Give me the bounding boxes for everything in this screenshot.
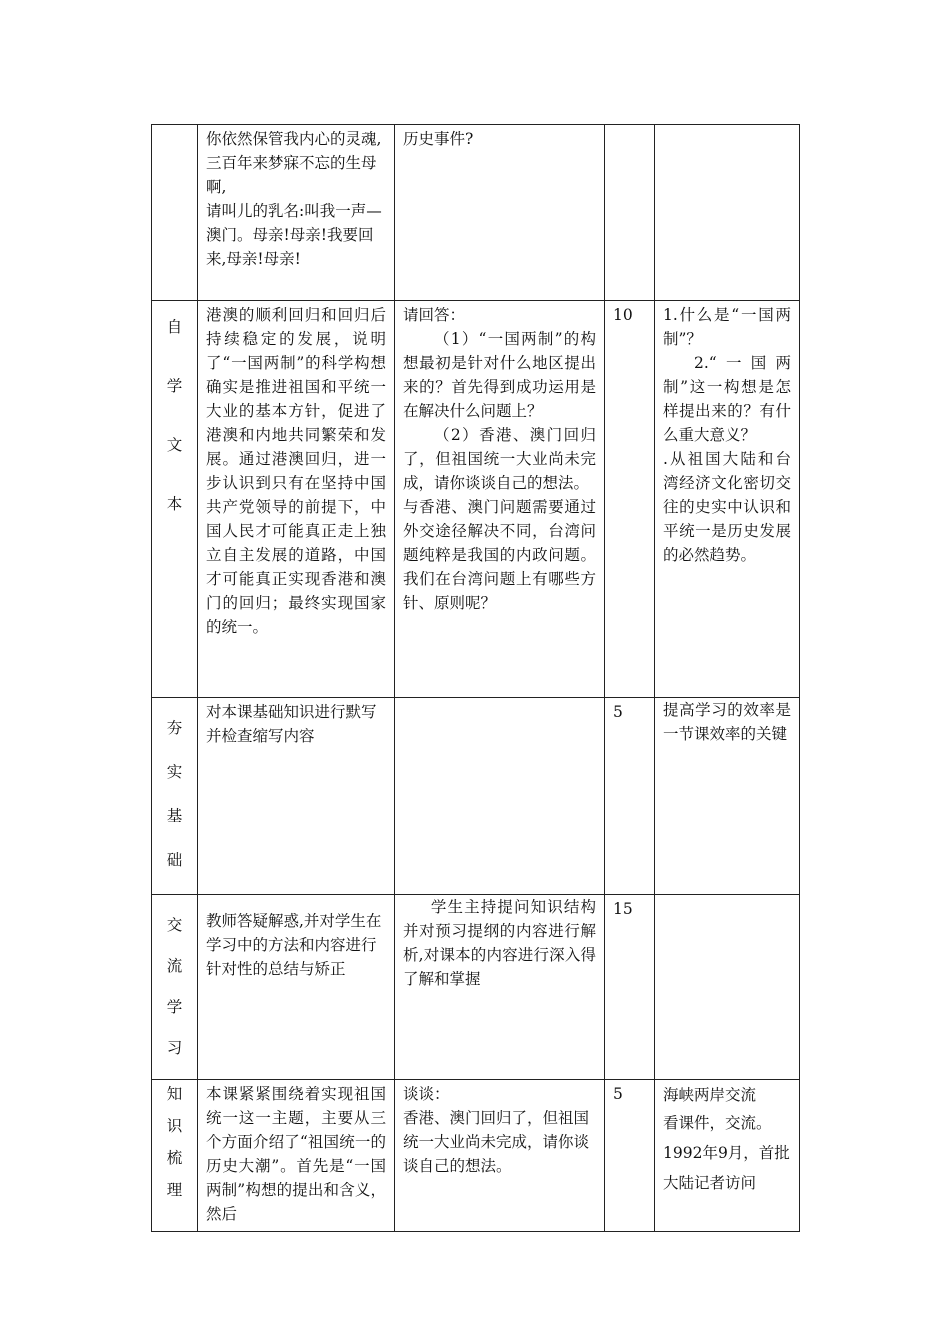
intent-text: 1.什么是“一国两制”？ bbox=[663, 306, 791, 348]
activity-question: （2）香港、澳门回归了，但祖国统一大业尚未完成，请你谈谈自己的想法。 bbox=[403, 426, 596, 492]
stage-label-char: 学 bbox=[166, 377, 183, 395]
content-text: 港澳的顺利回归和回归后持续稳定的发展，说明了“一国两制”的科学构想确实是推进祖国和平统一大业的基本方针，促进了港澳和内地共同繁荣和发展。通过港澳回归，进一步认识到只有在坚持中国共产党领导的前提下，中国人民才可能真正走上独立自主发展的道路，中国才可能真正实现香港和澳门的回归；最终实现国家的统一。 bbox=[206, 306, 386, 636]
design-intent-cell bbox=[655, 125, 800, 301]
stage-label-char: 理 bbox=[166, 1181, 183, 1199]
student-activity-cell bbox=[395, 301, 605, 698]
stage-label-char: 自 bbox=[166, 318, 183, 336]
teacher-content-cell bbox=[198, 1080, 395, 1232]
teacher-content-cell bbox=[198, 895, 395, 1080]
activity-text: 与香港、澳门问题需要通过外交途径解决不同，台湾问题纯粹是我国的内政问题。我们在台湾问题上有哪些方针、原则呢？ bbox=[403, 498, 596, 612]
teacher-content-cell bbox=[198, 301, 395, 698]
intent-text: 看课件，交流。 bbox=[663, 1114, 772, 1132]
time-cell bbox=[605, 125, 655, 301]
stage-label-cell bbox=[152, 895, 198, 1080]
time-cell: 10 bbox=[605, 301, 655, 698]
content-text: 对本课基础知识进行默写并检查缩写内容 bbox=[206, 703, 377, 745]
table-row bbox=[152, 698, 800, 895]
table-row bbox=[152, 125, 800, 301]
stage-label-char: 识 bbox=[166, 1117, 183, 1135]
stage-label-char: 梳 bbox=[166, 1149, 183, 1167]
table-row bbox=[152, 895, 800, 1080]
stage-label-cell bbox=[152, 301, 198, 698]
lesson-plan-table bbox=[151, 124, 800, 1232]
poem-line: 你依然保管我内心的灵魂, bbox=[206, 130, 382, 148]
student-activity-cell bbox=[395, 698, 605, 895]
intent-text: 1992年9月，首批大陆记者访问 bbox=[663, 1144, 790, 1192]
student-activity-cell bbox=[395, 1080, 605, 1232]
time-cell: 5 bbox=[605, 698, 655, 895]
table-row bbox=[152, 301, 800, 698]
intent-text: 2.“一国两制”这一构想是怎样提出来的？有什么重大意义？ bbox=[663, 354, 791, 444]
design-intent-cell bbox=[655, 301, 800, 698]
time-cell: 5 bbox=[605, 1080, 655, 1232]
stage-label-char: 本 bbox=[166, 495, 183, 513]
stage-label-char: 习 bbox=[166, 1039, 183, 1057]
design-intent-cell bbox=[655, 895, 800, 1080]
teacher-content-cell bbox=[198, 698, 395, 895]
teacher-content-cell bbox=[198, 125, 395, 301]
stage-label-char: 础 bbox=[166, 851, 183, 869]
stage-label-char: 基 bbox=[166, 807, 183, 825]
stage-label-char: 实 bbox=[166, 763, 183, 781]
activity-text: 请回答： bbox=[403, 306, 466, 324]
stage-label-cell bbox=[152, 125, 198, 301]
activity-text: 历史事件? bbox=[403, 130, 474, 148]
activity-question: （1）“一国两制”的构想最初是针对什么地区提出来的？首先得到成功运用是在解决什么问题上？ bbox=[403, 330, 596, 420]
content-text: 教师答疑解惑,并对学生在学习中的方法和内容进行针对性的总结与矫正 bbox=[206, 912, 382, 978]
stage-label-char: 学 bbox=[166, 998, 183, 1016]
stage-label-char: 文 bbox=[166, 436, 183, 454]
stage-label-char: 夯 bbox=[166, 719, 183, 737]
stage-label-char: 流 bbox=[166, 957, 183, 975]
stage-label-cell bbox=[152, 698, 198, 895]
poem-line: 三百年来梦寐不忘的生母啊, bbox=[206, 154, 377, 196]
content-text: 本课紧紧围绕着实现祖国统一这一主题，主要从三个方面介绍了“祖国统一的历史大潮”。首先是“一国两制”构想的提出和含义，然后 bbox=[206, 1085, 386, 1223]
activity-text: 香港、澳门回归了，但祖国统一大业尚未完成，请你谈谈自己的想法。 bbox=[403, 1109, 590, 1175]
stage-label-char: 交 bbox=[166, 916, 183, 934]
stage-label-char: 知 bbox=[166, 1085, 183, 1103]
activity-text: 谈谈： bbox=[403, 1085, 450, 1103]
stage-label-cell bbox=[152, 1080, 198, 1232]
table-row bbox=[152, 1080, 800, 1232]
time-cell: 15 bbox=[605, 895, 655, 1080]
intent-text: 海峡两岸交流 bbox=[663, 1086, 757, 1104]
activity-text: 学生主持提问知识结构并对预习提纲的内容进行解析,对课本的内容进行深入得了解和掌握 bbox=[403, 898, 596, 988]
design-intent-cell bbox=[655, 698, 800, 895]
intent-text: 提高学习的效率是一节课效率的关键 bbox=[663, 701, 791, 743]
student-activity-cell bbox=[395, 125, 605, 301]
intent-text: .从祖国大陆和台湾经济文化密切交往的史实中认识和平统一是历史发展的必然趋势。 bbox=[663, 450, 791, 564]
design-intent-cell bbox=[655, 1080, 800, 1232]
student-activity-cell bbox=[395, 895, 605, 1080]
poem-line: 请叫儿的乳名:叫我一声—澳门。母亲!母亲!我要回来,母亲!母亲! bbox=[206, 202, 382, 268]
